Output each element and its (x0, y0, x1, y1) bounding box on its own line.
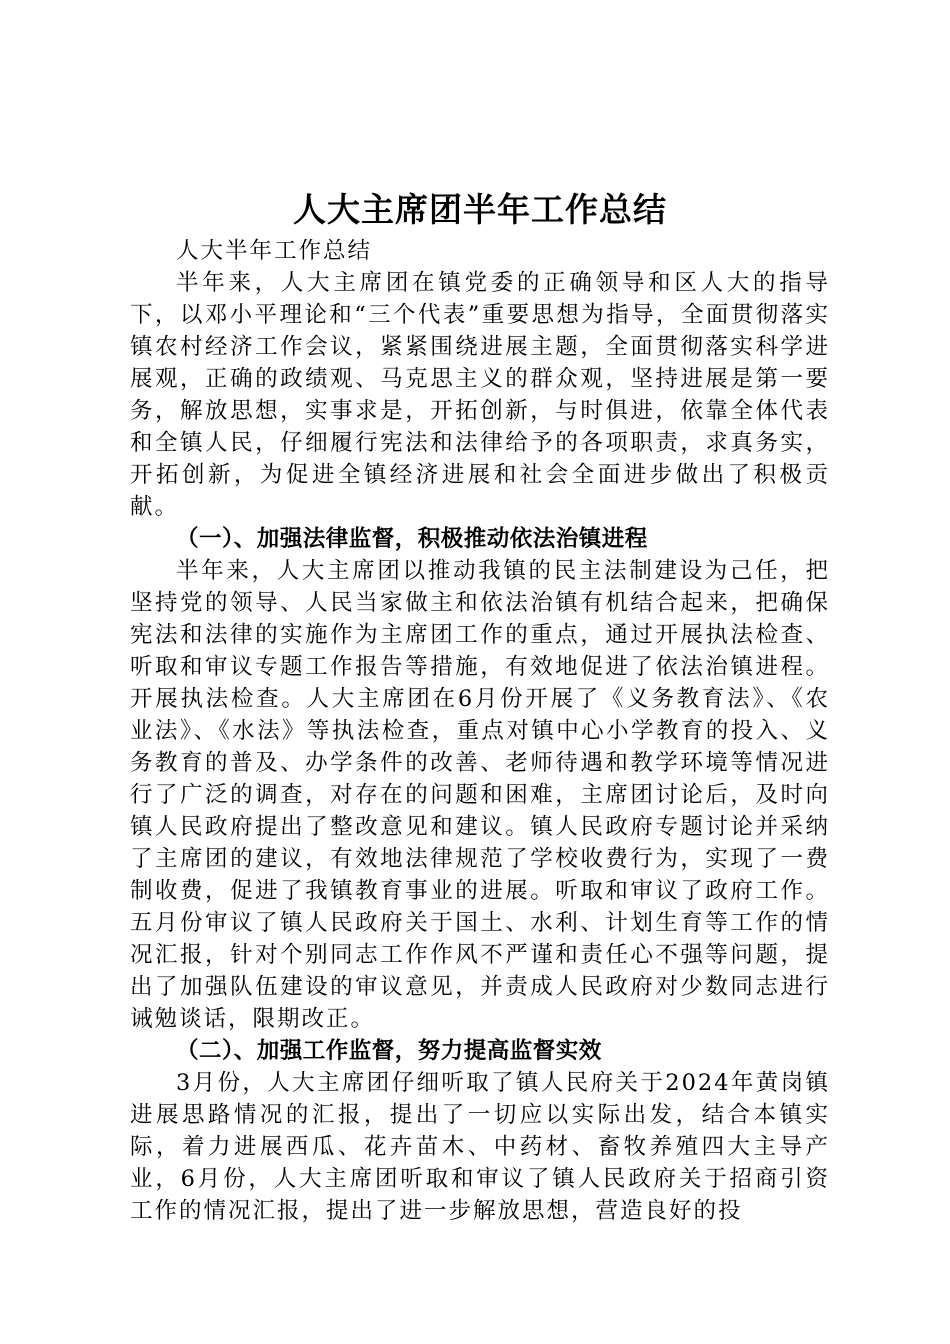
section-2-paragraph: 3月份，人大主席团仔细听取了镇人民府关于2024年黄岗镇进展思路情况的汇报，提出了一切应以实际出发，结合本镇实际，着力进展西瓜、花卉苗木、中药材、畜牧养殖四大主导产业，6月份，人大主席团听取和审议了镇人民政府关于招商引资工作的情况汇报，提出了进一步解放思想，营造良好的投 (130, 1070, 830, 1224)
document-title: 人大主席团半年工作总结 (293, 190, 667, 229)
intro-paragraph: 半年来，人大主席团在镇党委的正确领导和区人大的指导下，以邓小平理论和“三个代表”重要思想为指导，全面贯彻落实镇农村经济工作会议，紧紧围绕进展主题，全面贯彻落实科学进展观，正确的政绩观、马克思主义的群众观，坚持进展是第一要务，解放思想，实事求是，开拓创新，与时俱进，依靠全体代表和全镇人民，仔细履行宪法和法律给予的各项职责，求真务实，开拓创新，为促进全镇经济进展和社会全面进步做出了积极贡献。 (130, 270, 830, 520)
document-page (130, 185, 830, 1227)
document-subtitle: 人大半年工作总结 (176, 238, 373, 264)
section-1-paragraph: 半年来，人大主席团以推动我镇的民主法制建设为己任，把坚持党的领导、人民当家做主和依法治镇有机结合起来，把确保宪法和法律的实施作为主席团工作的重点，通过开展执法检查、听取和审议专题工作报告等措施，有效地促进了依法治镇进程。开展执法检查。人大主席团在6月份开展了《义务教育法》、《农业法》、《水法》等执法检查，重点对镇中心小学教育的投入、义务教育的普及、办学条件的改善、老师待遇和教学环境等情况进行了广泛的调查，对存在的问题和困难，主席团讨论后，及时向镇人民政府提出了整改意见和建议。镇人民政府专题讨论并采纳了主席团的建议，有效地法律规范了学校收费行为，实现了一费制收费，促进了我镇教育事业的进展。听取和审议了政府工作。五月份审议了镇人民政府关于国土、水利、计划生育等工作的情况汇报，针对个别同志工作作风不严谨和责任心不强等问题，提出了加强队伍建设的审议意见，并责成人民政府对少数同志进行诫勉谈话，限期改正。 (130, 558, 830, 1032)
section-2-heading: （二）、加强工作监督，努力提高监督实效 (176, 1038, 602, 1064)
section-1-heading: （一）、加强法律监督，积极推动依法治镇进程 (176, 526, 648, 552)
